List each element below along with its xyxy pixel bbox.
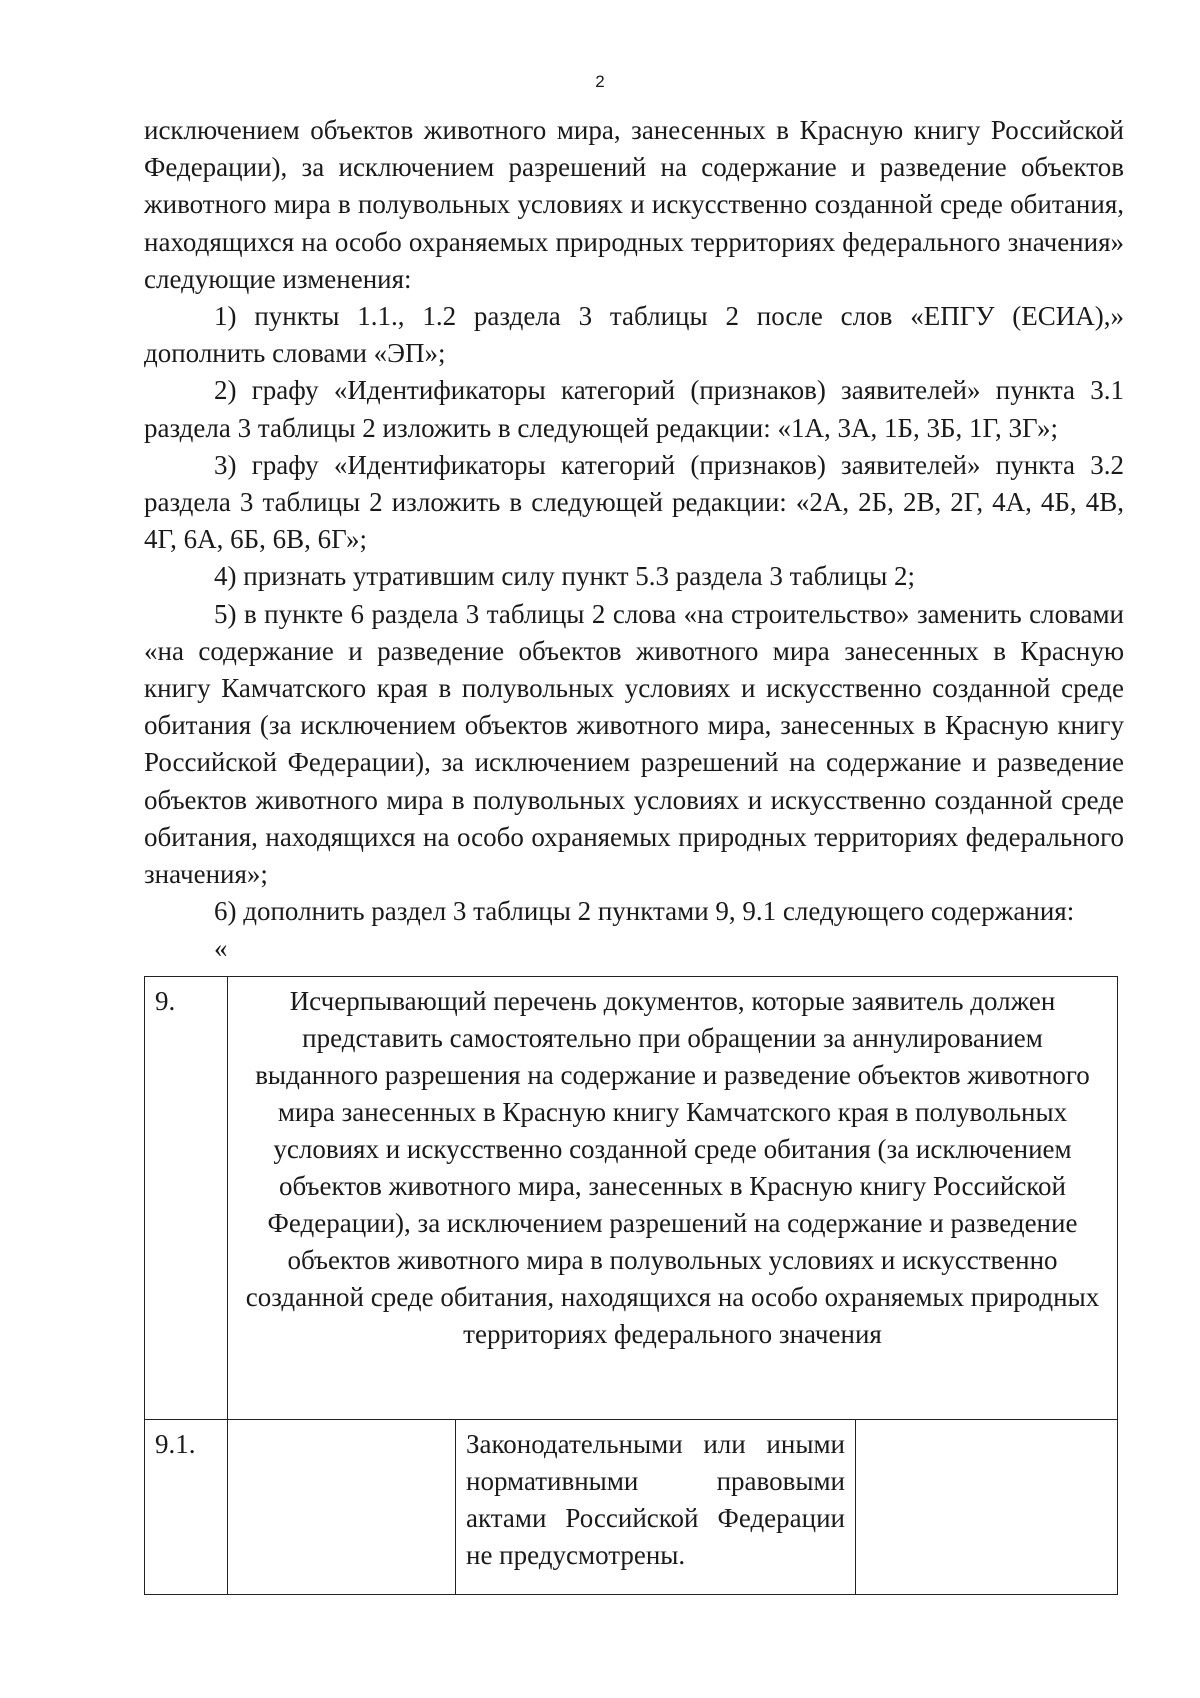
table-row [145, 977, 1118, 1420]
empty-cell [856, 1420, 1118, 1595]
page-number: 2 [595, 72, 605, 91]
empty-cell [228, 1420, 456, 1595]
table-row [145, 1420, 1118, 1595]
opening-quote-mark: « [214, 933, 228, 964]
paragraph-item-4: 4) признать утратившим силу пункт 5.3 раздела 3 таблицы 2; [214, 561, 916, 592]
paragraph-item-6: 6) дополнить раздел 3 таблицы 2 пунктами 9, 9.1 следующего содержания: [214, 896, 1075, 927]
paragraph-intro: исключением объектов животного мира, занесенных в Красную книгу Российской Федерации), за исключением разрешений на содержание и разведение объектов животного мира в полувольных условиях и искусственно созданной среде обитания, находящихся на особо охраняемых природных территориях федерального значения» следующие изменения: [144, 115, 1124, 294]
paragraph-item-3: 3) графу «Идентификаторы категорий (признаков) заявителей» пункта 3.2 раздела 3 таблицы 2 изложить в следующей редакции: «2А, 2Б, 2В, 2Г, 4А, 4Б, 4В, 4Г, 6А, 6Б, 6В, 6Г»; [144, 449, 1124, 555]
row-heading-cell: Исчерпывающий перечень документов, которые заявитель должен представить самостоятельно при обращении за аннулированием выданного разрешения на содержание и разведение объектов животного мира занесенных в Красную книгу Камчатского края в полувольных условиях и искусственно созданной среде обитания (за исключением объектов животного мира, занесенных в Красную книгу Российской Федерации), за исключением разрешений на содержание и разведение объектов животного мира в полувольных условиях и искусственно созданной среде обитания, находящихся на особо охраняемых природных территориях федерального значения [228, 977, 1118, 1420]
paragraph-item-2: 2) графу «Идентификаторы категорий (признаков) заявителей» пункта 3.1 раздела 3 таблицы 2 изложить в следующей редакции: «1А, 3А, 1Б, 3Б, 1Г, 3Г»; [144, 375, 1124, 443]
amendment-table [144, 976, 1118, 1595]
paragraph-item-1: 1) пункты 1.1., 1.2 раздела 3 таблицы 2 после слов «ЕПГУ (ЕСИА),» дополнить словами «ЭП»; [144, 301, 1124, 369]
document-body [144, 112, 1124, 968]
value-cell: Законодательными или иными нормативными правовыми актами Российской Федерации не предусмотрены. [456, 1420, 856, 1595]
row-number-cell: 9. [145, 977, 228, 1420]
paragraph-item-5: 5) в пункте 6 раздела 3 таблицы 2 слова «на строительство» заменить словами «на содержание и разведение объектов животного мира занесенных в Красную книгу Камчатского края в полувольных условиях и искусственно созданной среде обитания (за исключением объектов животного мира, занесенных в Красную книгу Российской Федерации), за исключением разрешений на содержание и разведение объектов животного мира в полувольных условиях и искусственно созданной среде обитания, находящихся на особо охраняемых природных территориях федерального значения»; [144, 598, 1124, 890]
row-number-cell: 9.1. [145, 1420, 228, 1595]
